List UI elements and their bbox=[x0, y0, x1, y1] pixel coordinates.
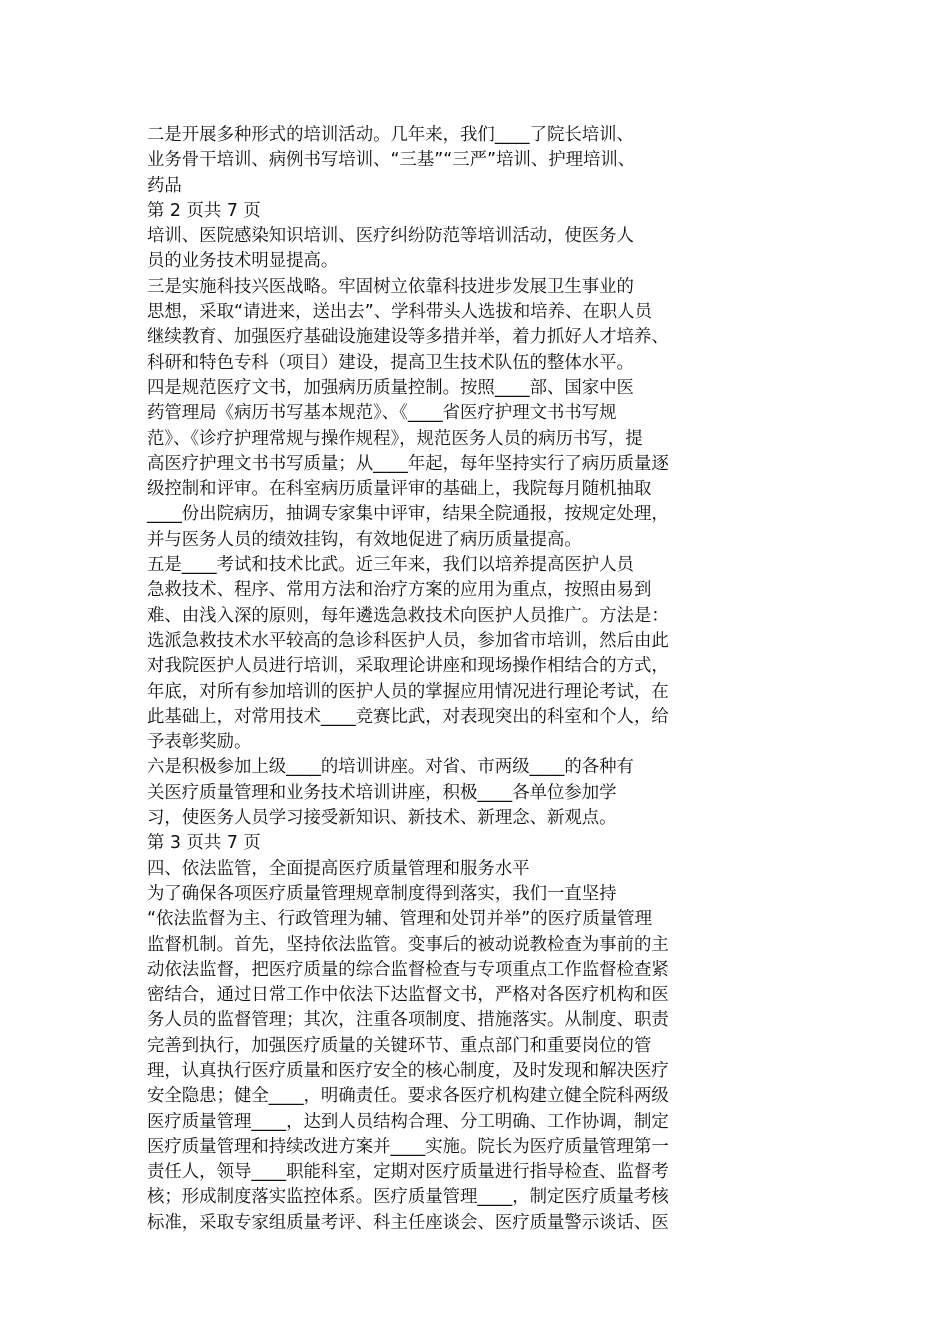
text-line: 习，使医务人员学习接受新知识、新技术、新理念、新观点。 bbox=[147, 808, 617, 829]
text-line: 核；形成制度落实监控体系。医疗质量管理____，制定医疗质量考核 bbox=[147, 1187, 669, 1208]
text-line: 标准，采取专家组质量考评、科主任座谈会、医疗质量警示谈话、医 bbox=[147, 1212, 669, 1233]
text-line: ____份出院病历，抽调专家集中评审，结果全院通报，按规定处理， bbox=[147, 504, 669, 525]
text-line: 四是规范医疗文书，加强病历质量控制。按照____部、国家中医 bbox=[147, 377, 634, 398]
text-line: 急救技术、程序、常用方法和治疗方案的应用为重点，按照由易到 bbox=[147, 580, 652, 601]
text-line: 为了确保各项医疗质量管理规章制度得到落实，我们一直坚持 bbox=[147, 883, 617, 904]
text-line: 医疗质量管理____，达到人员结构合理、分工明确、工作协调，制定 bbox=[147, 1111, 669, 1132]
text-line: 培训、医院感染知识培训、医疗纠纷防范等培训活动，使医务人 bbox=[147, 226, 634, 247]
text-line: 思想，采取“请进来，送出去”、学科带头人选拔和培养、在职人员 bbox=[147, 302, 652, 323]
text-line: 理，认真执行医疗质量和医疗安全的核心制度，及时发现和解决医疗 bbox=[147, 1060, 669, 1081]
text-line: 五是____考试和技术比武。近三年来，我们以培养提高医护人员 bbox=[147, 555, 634, 576]
text-line: 安全隐患；健全____，明确责任。要求各医疗机构建立健全院科两级 bbox=[147, 1086, 669, 1107]
text-line: 业务骨干培训、病例书写培训、“三基”“三严”培训、护理培训、 bbox=[147, 150, 636, 171]
text-line: 动依法监督，把医疗质量的综合监督检查与专项重点工作监督检查紧 bbox=[147, 959, 669, 980]
text-line: 科研和特色专科（项目）建设，提高卫生技术队伍的整体水平。 bbox=[147, 352, 634, 373]
text-line: 完善到执行，加强医疗质量的关键环节、重点部门和重要岗位的管 bbox=[147, 1035, 652, 1056]
text-line: 年底，对所有参加培训的医护人员的掌握应用情况进行理论考试，在 bbox=[147, 681, 669, 702]
text-line: 级控制和评审。在科室病历质量评审的基础上，我院每月随机抽取 bbox=[147, 479, 652, 500]
text-line: 药管理局《病历书写基本规范》、《____省医疗护理文书书写规 bbox=[147, 403, 617, 424]
text-line: 予表彰奖励。 bbox=[147, 732, 252, 753]
text-line: 范》、《诊疗护理常规与操作规程》，规范医务人员的病历书写，提 bbox=[147, 428, 643, 449]
text-line: 继续教育、加强医疗基础设施建设等多措并举，着力抓好人才培养、 bbox=[147, 327, 669, 348]
text-line: 并与医务人员的绩效挂钩，有效地促进了病历质量提高。 bbox=[147, 529, 582, 550]
text-line: 责任人，领导____职能科室，定期对医疗质量进行指导检查、监督考 bbox=[147, 1162, 669, 1183]
text-line: 医疗质量管理和持续改进方案并____实施。院长为医疗质量管理第一 bbox=[147, 1136, 669, 1157]
text-line: 三是实施科技兴医战略。牢固树立依靠科技进步发展卫生事业的 bbox=[147, 276, 634, 297]
text-line: 此基础上，对常用技术____竞赛比武，对表现突出的科室和个人，给 bbox=[147, 706, 669, 727]
text-line: 选派急救技术水平较高的急诊科医护人员，参加省市培训，然后由此 bbox=[147, 630, 669, 651]
text-line: 关医疗质量管理和业务技术培训讲座，积极____各单位参加学 bbox=[147, 782, 617, 803]
text-line: 六是积极参加上级____的培训讲座。对省、市两级____的各种有 bbox=[147, 757, 634, 778]
text-line: 务人员的监督管理；其次，注重各项制度、措施落实。从制度、职责 bbox=[147, 1010, 669, 1031]
text-line: 药品 bbox=[147, 175, 182, 196]
text-line: 四、依法监管，全面提高医疗质量管理和服务水平 bbox=[147, 858, 530, 879]
text-line: 二是开展多种形式的培训活动。几年来，我们____了院长培训、 bbox=[147, 125, 634, 145]
text-line: “依法监督为主、行政管理为辅、管理和处罚并举”的医疗质量管理 bbox=[147, 909, 652, 930]
document-page bbox=[147, 123, 727, 1236]
text-line: 密结合，通过日常工作中依法下达监督文书，严格对各医疗机构和医 bbox=[147, 985, 669, 1006]
text-line: 员的业务技术明显提高。 bbox=[147, 251, 339, 272]
text-line: 难、由浅入深的原则，每年遴选急救技术向医护人员推广。方法是： bbox=[147, 605, 669, 626]
text-line: 第 3 页共 7 页 bbox=[147, 833, 261, 854]
text-line: 监督机制。首先，坚持依法监管。变事后的被动说教检查为事前的主 bbox=[147, 934, 669, 955]
text-line: 对我院医护人员进行培训，采取理论讲座和现场操作相结合的方式， bbox=[147, 656, 669, 677]
text-line: 高医疗护理文书书写质量；从____年起，每年坚持实行了病历质量逐 bbox=[147, 453, 669, 474]
text-line: 第 2 页共 7 页 bbox=[147, 200, 261, 221]
